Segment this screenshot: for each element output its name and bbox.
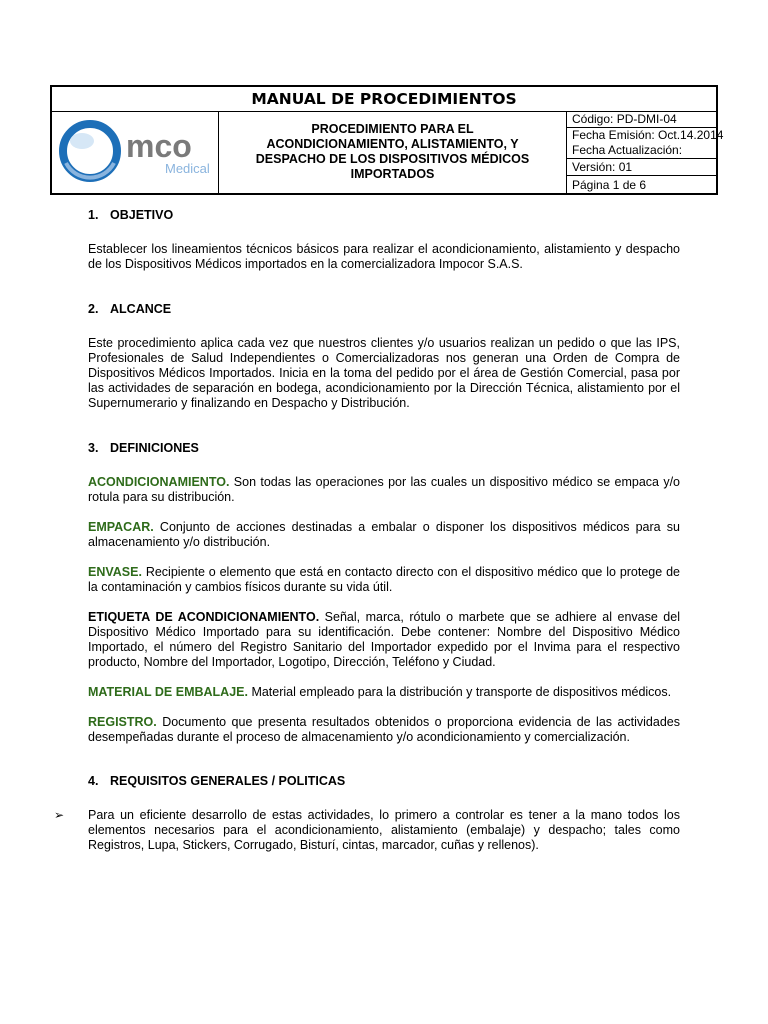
meta-fecha-actualizacion: Fecha Actualización: xyxy=(572,143,683,157)
definition-text: Conjunto de acciones destinadas a embalar o disponer los dispositivos médicos para su almacenamiento y/o distribución. xyxy=(88,520,680,549)
procedure-title: PROCEDIMIENTO PARA EL ACONDICIONAMIENTO, ALISTAMIENTO, Y DESPACHO DE LOS DISPOSITIVOS MÉDICOS IMPORTADOS xyxy=(255,122,530,181)
definition-term: EMPACAR. xyxy=(88,520,154,534)
meta-version: Versión: 01 xyxy=(567,159,716,176)
section-alcance-text: Este procedimiento aplica cada vez que nuestros clientes y/o usuarios realizan un pedido o que las IPS, Profesionales de Salud Independientes o Comercializadoras nos generan una Orden de Compra de Dispositivos Médicos Importados. Inicia en la toma del pedido por el área de Gestión Comercial, pasa por las actividades de separación en bodega, acondicionamiento por la Dirección Técnica, alistamiento por el Supernumerario y finalizando en Despacho y Distribución. xyxy=(88,336,680,410)
definition-term: ENVASE. xyxy=(88,565,142,579)
list-item xyxy=(54,808,680,853)
definition-text: Documento que presenta resultados obtenidos o proporciona evidencia de las actividades desempeñadas durante el proceso de almacenamiento y/o acondicionamiento y comercialización. xyxy=(88,715,680,744)
section-definiciones-heading: 3. DEFINICIONES xyxy=(88,441,199,455)
document-meta xyxy=(567,111,724,193)
definition-item xyxy=(88,475,680,505)
meta-pagina: Página 1 de 6 xyxy=(572,178,647,192)
definition-item xyxy=(88,565,680,595)
definition-text: Son todas las operaciones por las cuales un dispositivo médico se empaca y/o rotula para su distribución. xyxy=(88,475,680,504)
logo-brand: mco xyxy=(126,128,192,164)
section-objetivo-text: Establecer los lineamientos técnicos básicos para realizar el acondicionamiento, alistamiento y despacho de los Dispositivos Médicos importados en la comercializadora Impocor S.A.S. xyxy=(88,242,680,271)
definition-term: REGISTRO. xyxy=(88,715,157,729)
list-item-text: Para un eficiente desarrollo de estas actividades, lo primero a controlar es tener a la mano todos los elementos necesarios para el acondicionamiento, alistamiento (embalaje) y despacho; tales como Registros, Lupa, Stickers, Corrugado, Bisturí, cintas, marcador, cuñas y rellenos). xyxy=(88,808,680,852)
definition-term: ACONDICIONAMIENTO. xyxy=(88,475,230,489)
definition-text: Material empleado para la distribución y transporte de dispositivos médicos. xyxy=(247,685,672,699)
section-requisitos-heading: 4. REQUISITOS GENERALES / POLITICAS xyxy=(88,774,346,788)
section-alcance-heading: 2. ALCANCE xyxy=(88,302,172,316)
procedure-title-cell xyxy=(219,111,567,193)
definition-item xyxy=(88,610,680,670)
company-logo xyxy=(52,111,219,193)
definition-text: Recipiente o elemento que está en contacto directo con el dispositivo médico que lo protege de la contaminación y cambios físicos durante su vida útil. xyxy=(88,565,680,594)
arrow-bullet-icon: ➢ xyxy=(54,808,65,822)
document-body xyxy=(54,208,680,853)
definition-item xyxy=(88,715,680,745)
definition-term: MATERIAL DE EMBALAJE. xyxy=(88,685,248,699)
definition-item xyxy=(88,685,680,700)
meta-fecha-emision: Fecha Emisión: Oct.14.2014 xyxy=(572,128,724,142)
meta-fechas xyxy=(567,128,724,159)
logo-ring-icon xyxy=(63,124,117,178)
meta-codigo: Código: PD-DMI-04 xyxy=(567,111,716,128)
definition-item xyxy=(88,520,680,550)
definition-text: Señal, marca, rótulo o marbete que se adhiere al envase del Dispositivo Médico Importado para su identificación. Debe contener: Nombre del Dispositivo Médico Importado, el número del Registro Sanitario del Importador expedido por el Invima para el respectivo producto, Nombre del Importador, Logotipo, Dirección, Teléfono y Ciudad. xyxy=(88,610,680,669)
definition-term: ETIQUETA DE ACONDICIONAMIENTO. xyxy=(88,610,320,624)
logo-sub: Medical xyxy=(165,161,210,176)
section-objetivo-heading: 1. OBJETIVO xyxy=(88,208,174,222)
manual-title: MANUAL DE PROCEDIMIENTOS xyxy=(52,87,716,112)
document-header xyxy=(50,85,724,195)
